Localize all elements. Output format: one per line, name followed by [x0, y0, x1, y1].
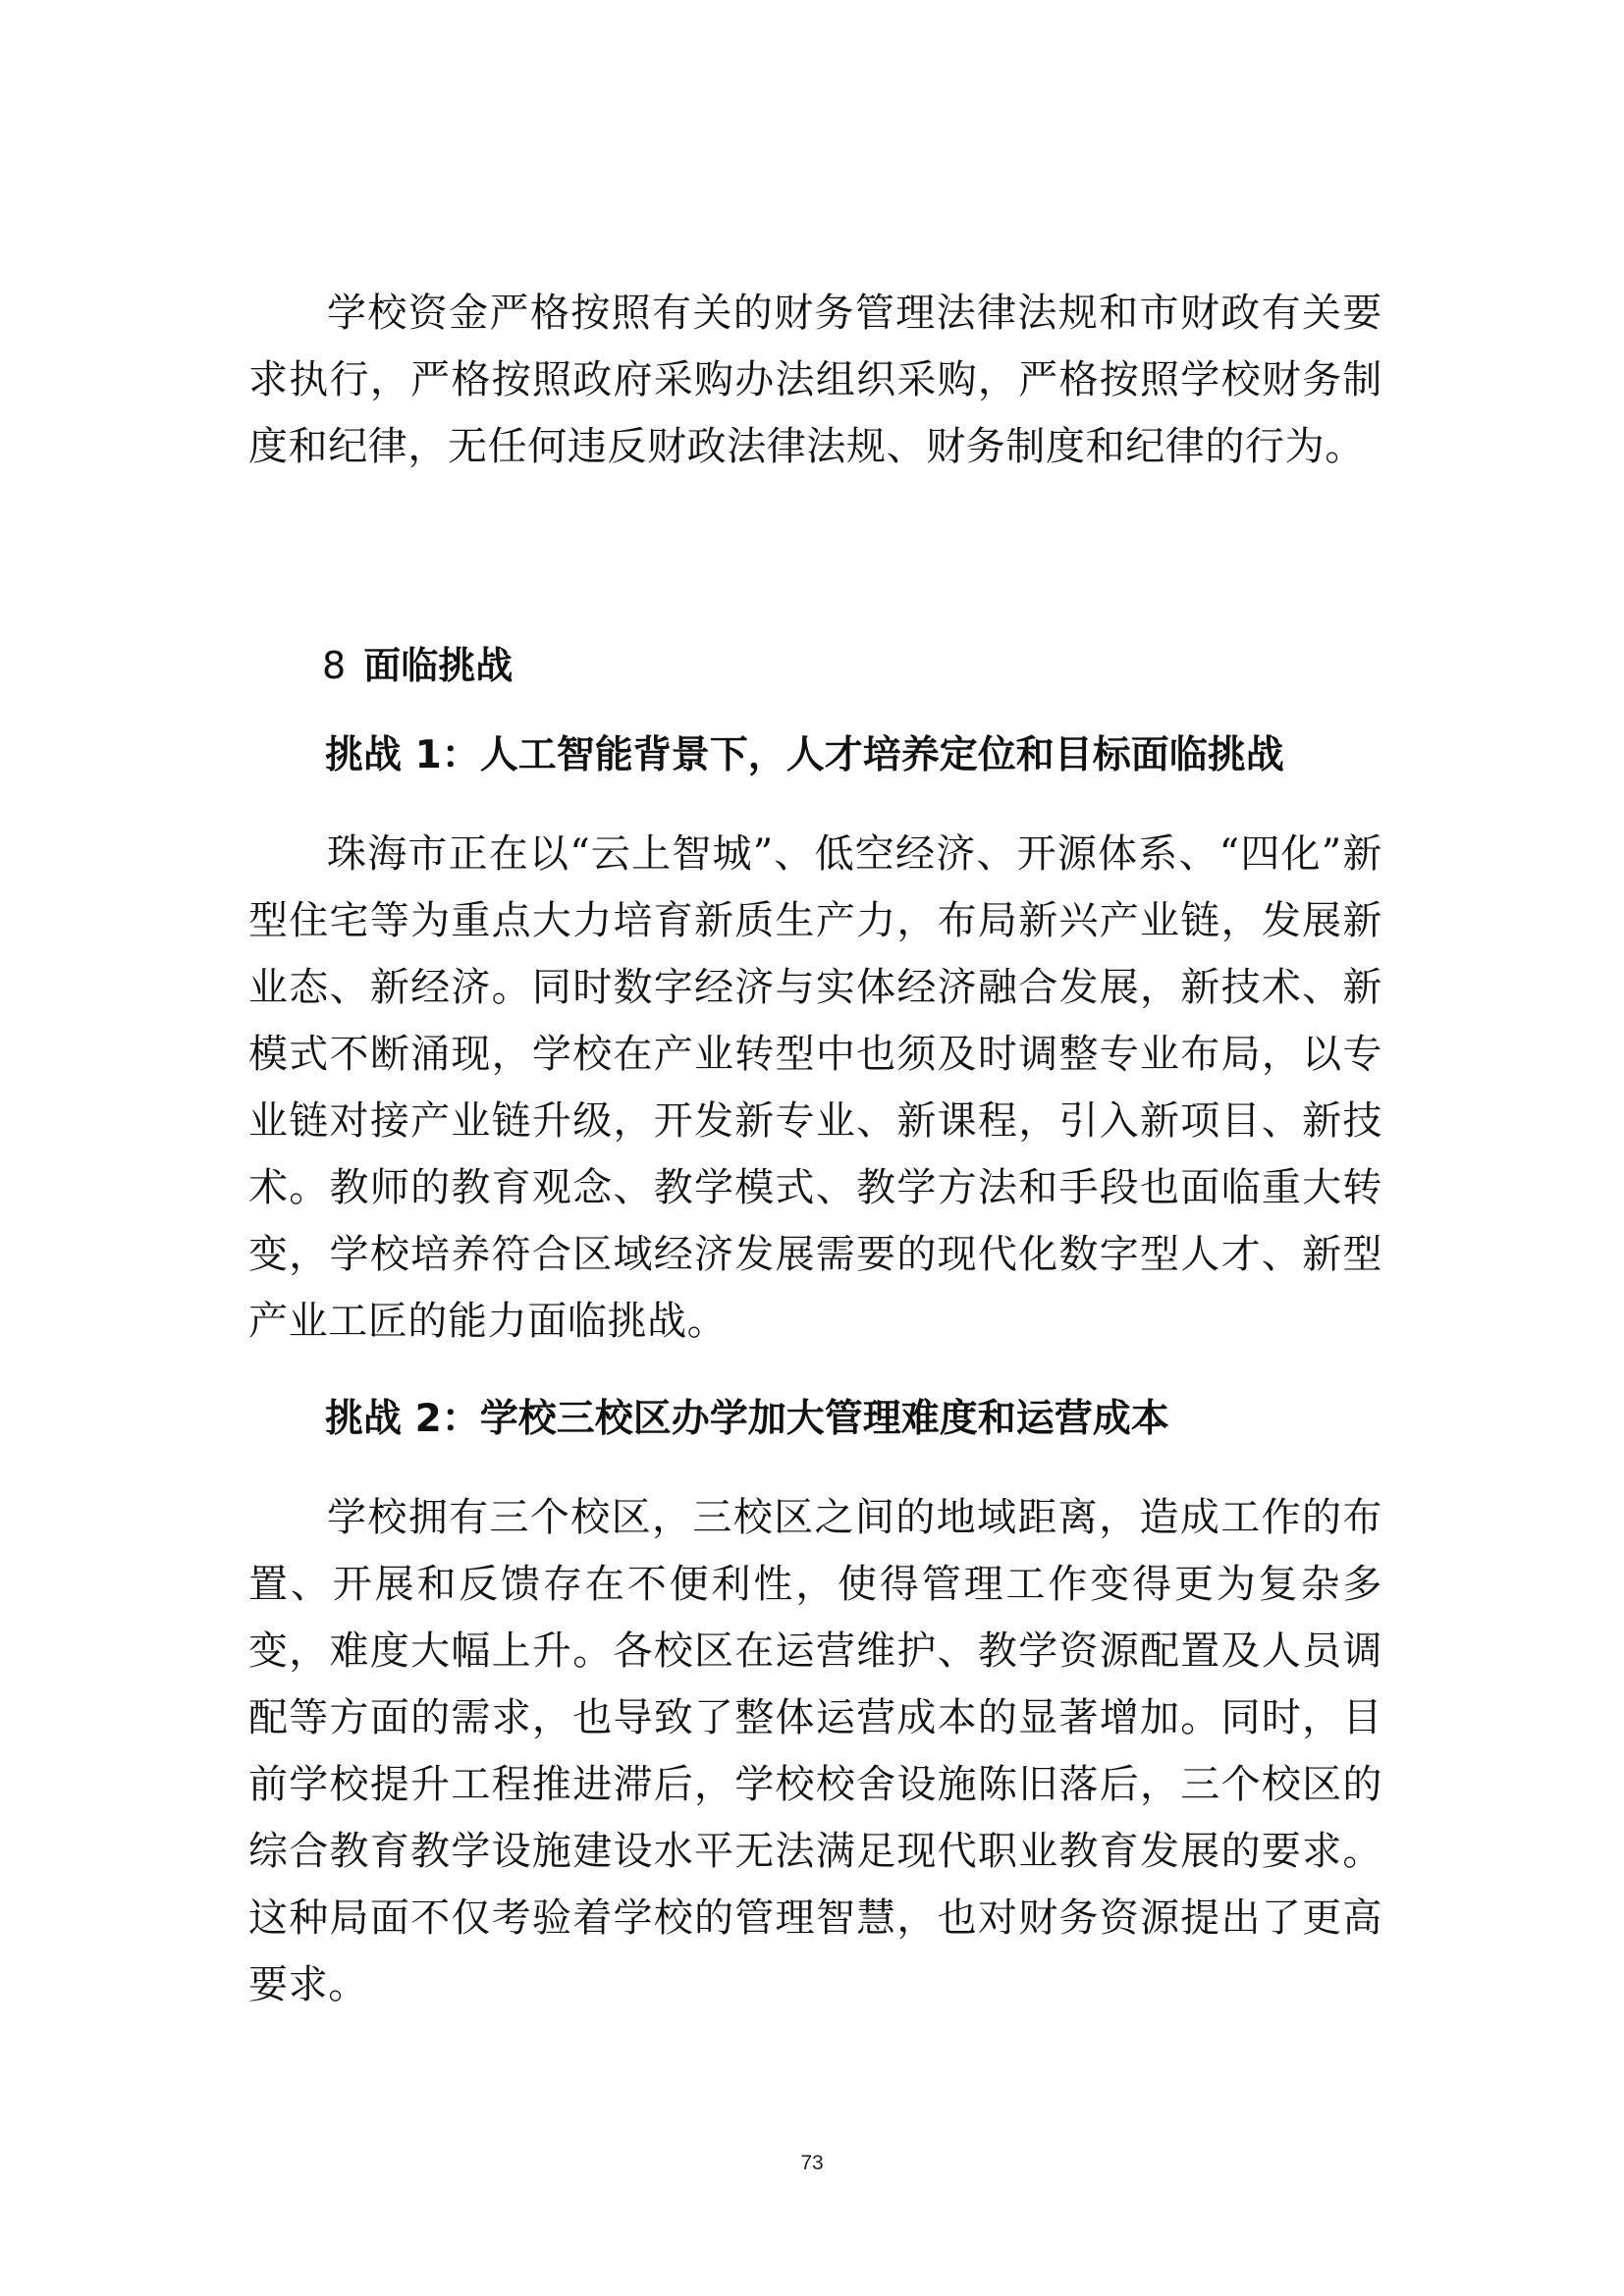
page-content [248, 280, 1382, 2018]
section-title: 面临挑战 [363, 644, 514, 687]
challenge-2-heading: 挑战 2：学校三校区办学加大管理难度和运营成本 [325, 1397, 1169, 1441]
paragraph-challenge-1: 珠海市正在以“云上智城”、低空经济、开源体系、“四化”新型住宅等为重点大力培育新质生产力，布局新兴产业链，发展新业态、新经济。同时数字经济与实体经济融合发展，新技术、新模式不断涌现，学校在产业转型中也须及时调整专业布局，以专业链对接产业链升级，开发新专业、新课程，引入新项目、新技术。教师的教育观念、教学模式、教学方法和手段也面临重大转变，学校培养符合区域经济发展需要的现代化数字型人才、新型产业工匠的能力面临挑战。 [248, 831, 1382, 1344]
section-gap [248, 480, 1382, 632]
paragraph-finance-compliance: 学校资金严格按照有关的财务管理法律法规和市财政有关要求执行，严格按照政府采购办法组织采购，严格按照学校财务制度和纪律，无任何违反财政法律法规、财务制度和纪律的行为。 [248, 291, 1382, 469]
heading-gap [248, 1453, 1382, 1484]
heading-gap [248, 789, 1382, 821]
section-heading [248, 632, 1382, 699]
challenge-1-heading: 挑战 1：人工智能背景下，人才培养定位和目标面临挑战 [325, 733, 1284, 777]
heading-gap [248, 1355, 1382, 1386]
page-number: 73 [800, 2152, 824, 2174]
heading-gap [248, 699, 1382, 722]
paragraph-challenge-2: 学校拥有三个校区，三校区之间的地域距离，造成工作的布置、开展和反馈存在不便利性，使得管理工作变得更为复杂多变，难度大幅上升。各校区在运营维护、教学资源配置及人员调配等方面的需求，也导致了整体运营成本的显著增加。同时，目前学校提升工程推进滞后，学校校舍设施陈旧落后，三个校区的综合教育教学设施建设水平无法满足现代职业教育发展的要求。这种局面不仅考验着学校的管理智慧，也对财务资源提出了更高要求。 [248, 1495, 1382, 2007]
section-number: 8 [322, 644, 347, 687]
